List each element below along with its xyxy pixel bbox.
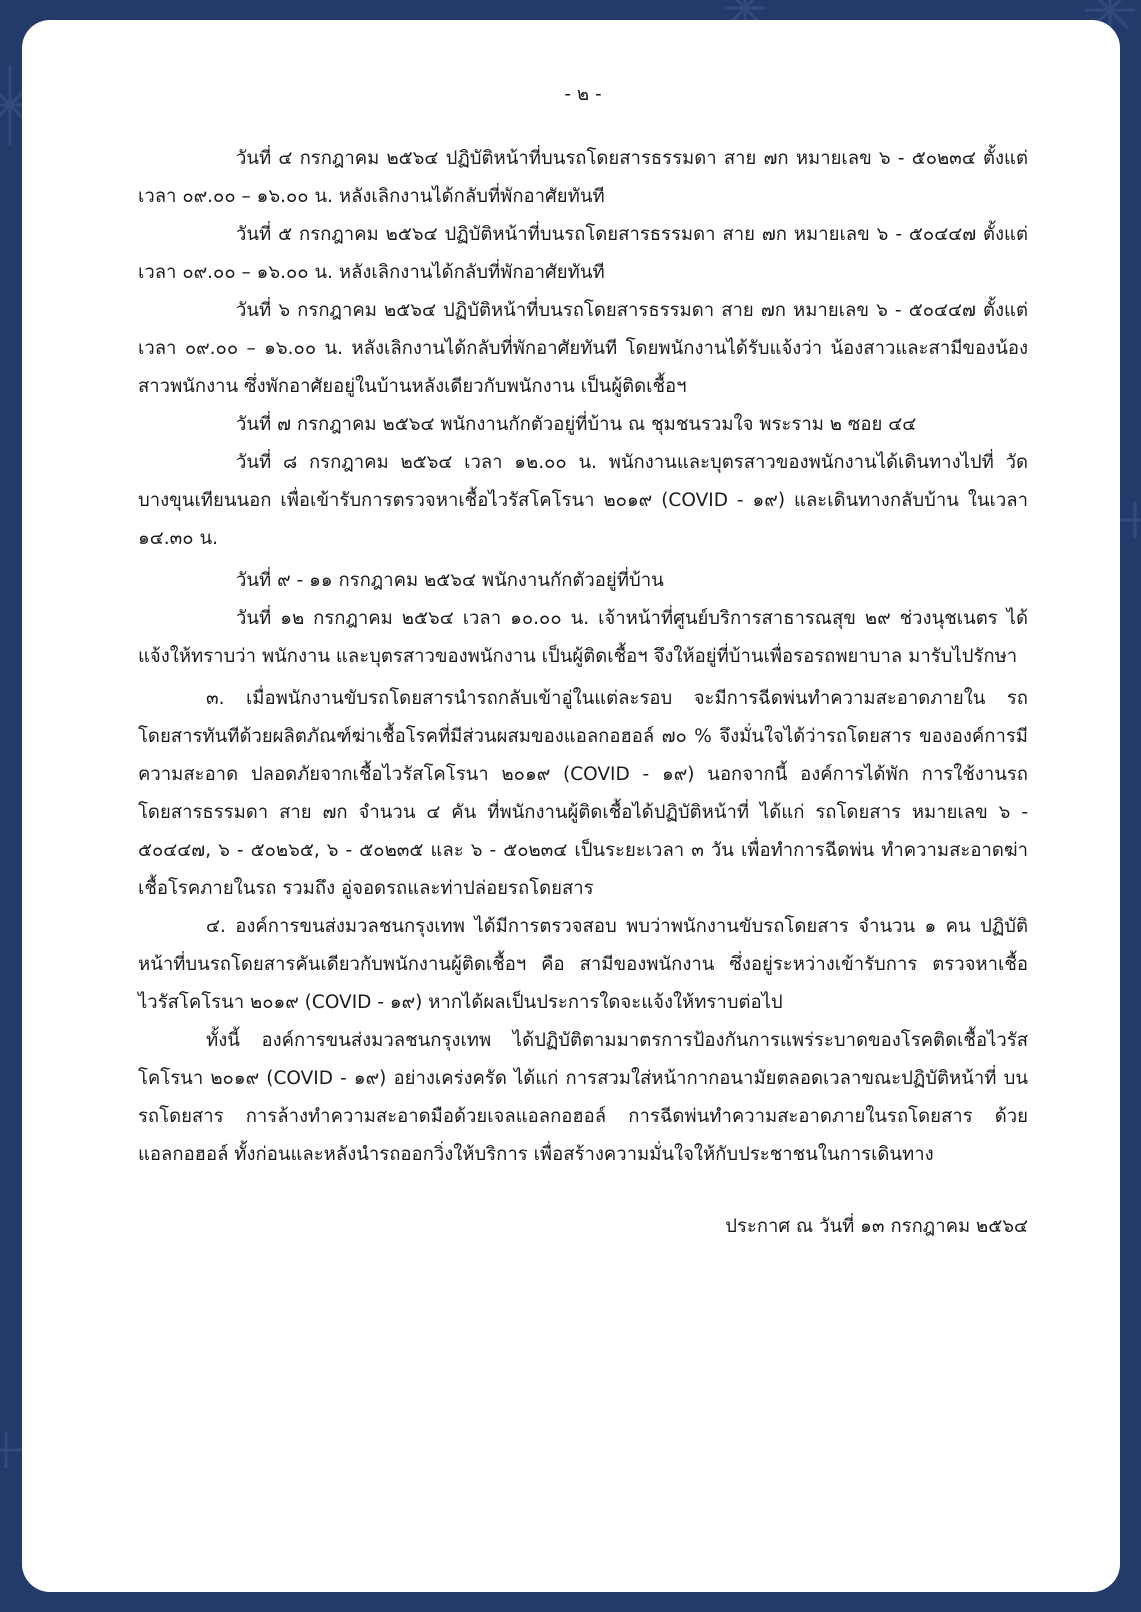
document-body [138,76,1028,1246]
paragraph-conclusion: ทั้งนี้ องค์การขนส่งมวลชนกรุงเทพ ได้ปฏิบัติตามมาตรการป้องกันการแพร่ระบาดของโรคติดเชื้อไวรัส โคโรนา ๒๐๑๙ (COVID - ๑๙) อย่างเคร่งครัด ได้แก่ การสวมใส่หน้ากากอนามัยตลอดเวลาขณะปฏิบัติหน้าที่ บนรถโดยสาร การล้างทำความสะอาดมือด้วยเจลแอลกอฮอล์ การฉีดพ่นทำความสะอาดภายในรถโดยสาร ด้วยแอลกอฮอล์ ทั้งก่อนและหลังนำรถออกวิ่งให้บริการ เพื่อสร้างความมั่นใจให้กับประชาชนในการเดินทาง [138,1030,1028,1165]
page-number: - ๒ - [564,84,602,105]
paragraph-jul-12: วันที่ ๑๒ กรกฎาคม ๒๕๖๔ เวลา ๑๐.๐๐ น. เจ้าหน้าที่ศูนย์บริการสาธารณสุข ๒๙ ช่วงนุชเนตร ได้แจ้งให้ทราบว่า พนักงาน และบุตรสาวของพนักงาน เป็นผู้ติดเชื้อฯ จึงให้อยู่ที่บ้านเพื่อรอรถพยาบาล มารับไปรักษา [138,608,1028,667]
paragraph-item-4: ๔. องค์การขนส่งมวลชนกรุงเทพ ได้มีการตรวจสอบ พบว่าพนักงานขับรถโดยสาร จำนวน ๑ คน ปฏิบัติหน้าที่บนรถโดยสารคันเดียวกับพนักงานผู้ติดเชื้อฯ คือ สามีของพนักงาน ซึ่งอยู่ระหว่างเข้ารับการ ตรวจหาเชื้อไวรัสโคโรนา ๒๐๑๙ (COVID - ๑๙) หากได้ผลเป็นประการใดจะแจ้งให้ทราบต่อไป [138,916,1028,1013]
paragraph-item-3: ๓. เมื่อพนักงานขับรถโดยสารนำรถกลับเข้าอู่ในแต่ละรอบ จะมีการฉีดพ่นทำความสะอาดภายใน รถโดยสารทันทีด้วยผลิตภัณฑ์ฆ่าเชื้อโรคที่มีส่วนผสมของแอลกอฮอล์ ๗๐ % จึงมั่นใจได้ว่ารถโดยสาร ขององค์การมีความสะอาด ปลอดภัยจากเชื้อไวรัสโคโรนา ๒๐๑๙ (COVID - ๑๙) นอกจากนี้ องค์การได้พัก การใช้งานรถโดยสารธรรมดา สาย ๗ก จำนวน ๔ คัน ที่พนักงานผู้ติดเชื้อได้ปฏิบัติหน้าที่ ได้แก่ รถโดยสาร หมายเลข ๖ - ๕๐๔๔๗, ๖ - ๕๐๒๖๕, ๖ - ๕๐๒๓๕ และ ๖ - ๕๐๒๓๔ เป็นระยะเวลา ๓ วัน เพื่อทำการฉีดพ่น ทำความสะอาดฆ่าเชื้อโรคภายในรถ รวมถึง อู่จอดรถและท่าปล่อยรถโดยสาร [138,688,1028,899]
paragraph-jul-9-11: วันที่ ๙ - ๑๑ กรกฎาคม ๒๕๖๔ พนักงานกักตัวอยู่ที่บ้าน [236,570,664,591]
paragraph-jul-4: วันที่ ๔ กรกฎาคม ๒๕๖๔ ปฏิบัติหน้าที่บนรถโดยสารธรรมดา สาย ๗ก หมายเลข ๖ - ๕๐๒๓๔ ตั้งแต่เวลา ๐๙.๐๐ – ๑๖.๐๐ น. หลังเลิกงานได้กลับที่พักอาศัยทันที [138,148,1028,207]
paragraph-jul-5: วันที่ ๕ กรกฎาคม ๒๕๖๔ ปฏิบัติหน้าที่บนรถโดยสารธรรมดา สาย ๗ก หมายเลข ๖ - ๕๐๔๔๗ ตั้งแต่เวลา ๐๙.๐๐ – ๑๖.๐๐ น. หลังเลิกงานได้กลับที่พักอาศัยทันที [138,224,1028,283]
paragraph-jul-6: วันที่ ๖ กรกฎาคม ๒๕๖๔ ปฏิบัติหน้าที่บนรถโดยสารธรรมดา สาย ๗ก หมายเลข ๖ - ๕๐๔๔๗ ตั้งแต่เวลา ๐๙.๐๐ – ๑๖.๐๐ น. หลังเลิกงานได้กลับที่พักอาศัยทันที โดยพนักงานได้รับแจ้งว่า น้องสาวและสามีของน้องสาวพนักงาน ซึ่งพักอาศัยอยู่ในบ้านหลังเดียวกับพนักงาน เป็นผู้ติดเชื้อฯ [138,300,1028,397]
paragraph-jul-8: วันที่ ๘ กรกฎาคม ๒๕๖๔ เวลา ๑๒.๐๐ น. พนักงานและบุตรสาวของพนักงานได้เดินทางไปที่ วัดบางขุนเทียนนอก เพื่อเข้ารับการตรวจหาเชื้อไวรัสโคโรนา ๒๐๑๙ (COVID - ๑๙) และเดินทางกลับบ้าน ในเวลา ๑๔.๓๐ น. [138,452,1028,549]
paragraph-jul-7: วันที่ ๗ กรกฎาคม ๒๕๖๔ พนักงานกักตัวอยู่ที่บ้าน ณ ชุมชนรวมใจ พระราม ๒ ซอย ๔๔ [236,414,917,435]
document-page [22,20,1120,1592]
announcement-date: ประกาศ ณ วันที่ ๑๓ กรกฎาคม ๒๕๖๔ [725,1216,1028,1237]
